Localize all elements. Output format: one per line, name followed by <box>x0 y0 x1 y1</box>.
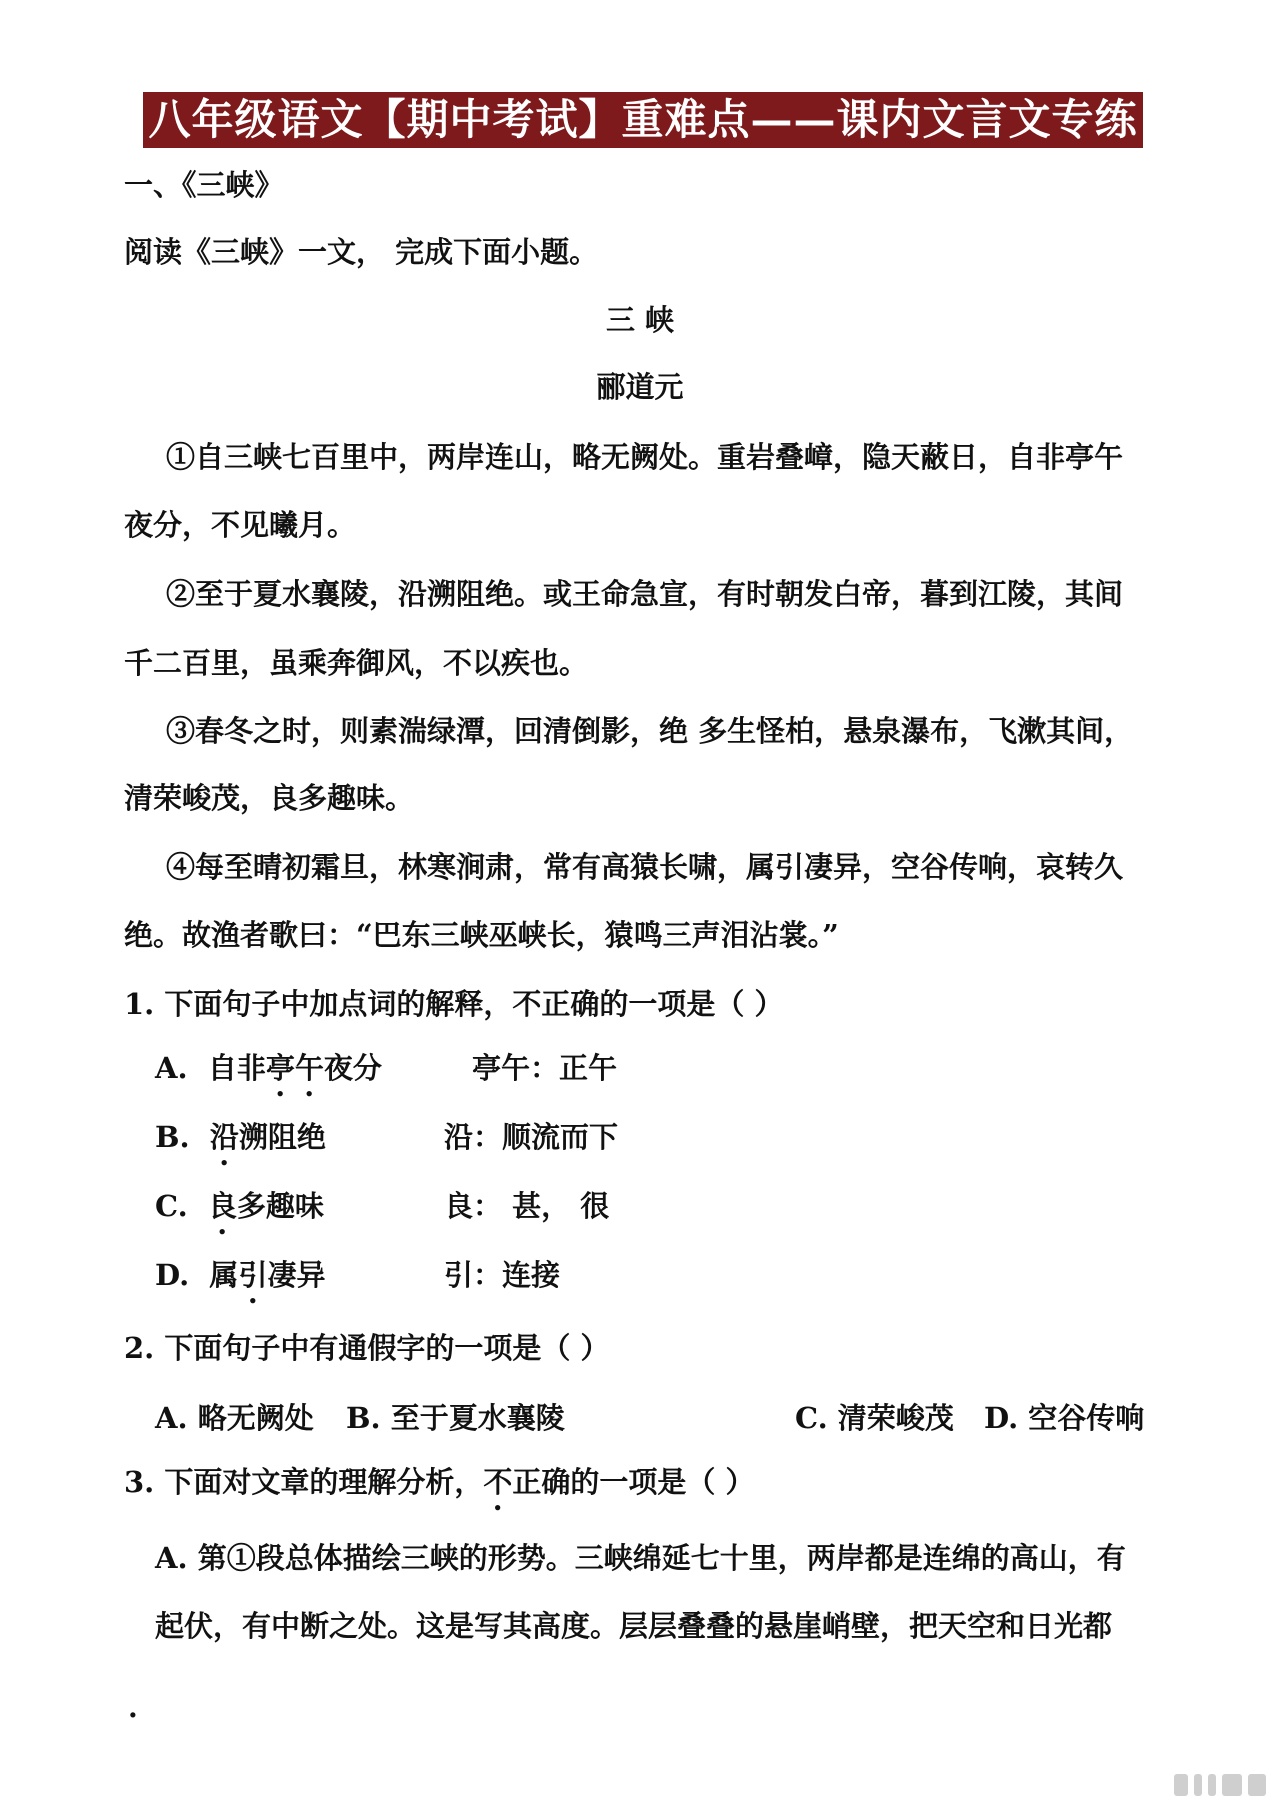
bar-icon <box>1248 1774 1266 1796</box>
question-2-option-c: C. 清荣峻茂 <box>795 1401 954 1435</box>
section-heading: 一、《三峡》 <box>124 168 284 202</box>
paragraph-1-line-1: ①自三峡七百里中，两岸连山，略无阙处。重岩叠嶂，隐天蔽日，自非亭午 <box>166 440 1124 474</box>
paragraph-3-line-1: ③春冬之时，则素湍绿潭，回清倒影，绝 多生怪柏，悬泉瀑布，飞漱其间， <box>166 714 1134 748</box>
paragraph-3-line-2: 清荣峻茂，良多趣味。 <box>124 781 415 815</box>
article-title: 三 峡 <box>605 303 675 337</box>
page-title: 八年级语文【期中考试】重难点——课内文言文专练 <box>143 92 1143 148</box>
bar-icon <box>1222 1774 1242 1796</box>
question-1-option-c: C. 良多趣味 <box>155 1189 324 1223</box>
question-1-option-d: D. 属引凄异 <box>155 1258 326 1292</box>
bar-icon <box>1208 1774 1216 1796</box>
question-3-option-a-line-1: A. 第①段总体描绘三峡的形势。三峡绵延七十里，两岸都是连绵的高山，有 <box>155 1541 1126 1575</box>
question-1-option-b: B. 沿溯阻绝 <box>155 1120 326 1154</box>
paragraph-4-line-1: ④每至晴初霜旦，林寒涧肃，常有高猿长啸，属引凄异，空谷传响，哀转久 <box>166 850 1124 884</box>
question-3-stem: 3. 下面对文章的理解分析，不正确的一项是（ ） <box>124 1465 755 1499</box>
question-1-option-a-gloss: 亭午：正午 <box>472 1051 618 1085</box>
paragraph-2-line-1: ②至于夏水襄陵，沿溯阻绝。或王命急宣，有时朝发白帝，暮到江陵，其间 <box>166 577 1124 611</box>
bar-icon <box>1194 1774 1202 1796</box>
question-2-option-b: B. 至于夏水襄陵 <box>346 1401 565 1435</box>
question-1-option-a: A. 自非亭午夜分 <box>155 1051 382 1085</box>
question-1-option-c-gloss: 良： 甚， 很 <box>444 1189 610 1223</box>
question-2-stem: 2. 下面句子中有通假字的一项是（ ） <box>124 1331 610 1365</box>
paragraph-1-line-2: 夜分，不见曦月。 <box>124 508 357 542</box>
reading-instruction: 阅读《三峡》一文， 完成下面小题。 <box>124 235 599 269</box>
question-2-option-d: D. 空谷传响 <box>984 1401 1145 1435</box>
question-1-stem: 1. 下面句子中加点词的解释，不正确的一项是（ ） <box>124 987 784 1021</box>
watermark-icons <box>1174 1774 1266 1796</box>
paragraph-4-line-2: 绝。故渔者歌曰：“巴东三峡巫峡长，猿鸣三声泪沾裳。” <box>124 918 839 952</box>
question-1-option-d-gloss: 引：连接 <box>444 1258 561 1292</box>
question-1-option-b-gloss: 沿：顺流而下 <box>444 1120 619 1154</box>
article-author: 郦道元 <box>596 370 684 404</box>
question-3-option-a-line-2: 起伏，有中断之处。这是写其高度。层层叠叠的悬崖峭壁，把天空和日光都 <box>155 1609 1113 1643</box>
paragraph-2-line-2: 千二百里，虽乘奔御风，不以疾也。 <box>124 646 589 680</box>
bar-icon <box>1174 1774 1188 1796</box>
question-2-option-a: A. 略无阙处 <box>155 1401 314 1435</box>
stray-mark: . <box>128 1691 138 1724</box>
